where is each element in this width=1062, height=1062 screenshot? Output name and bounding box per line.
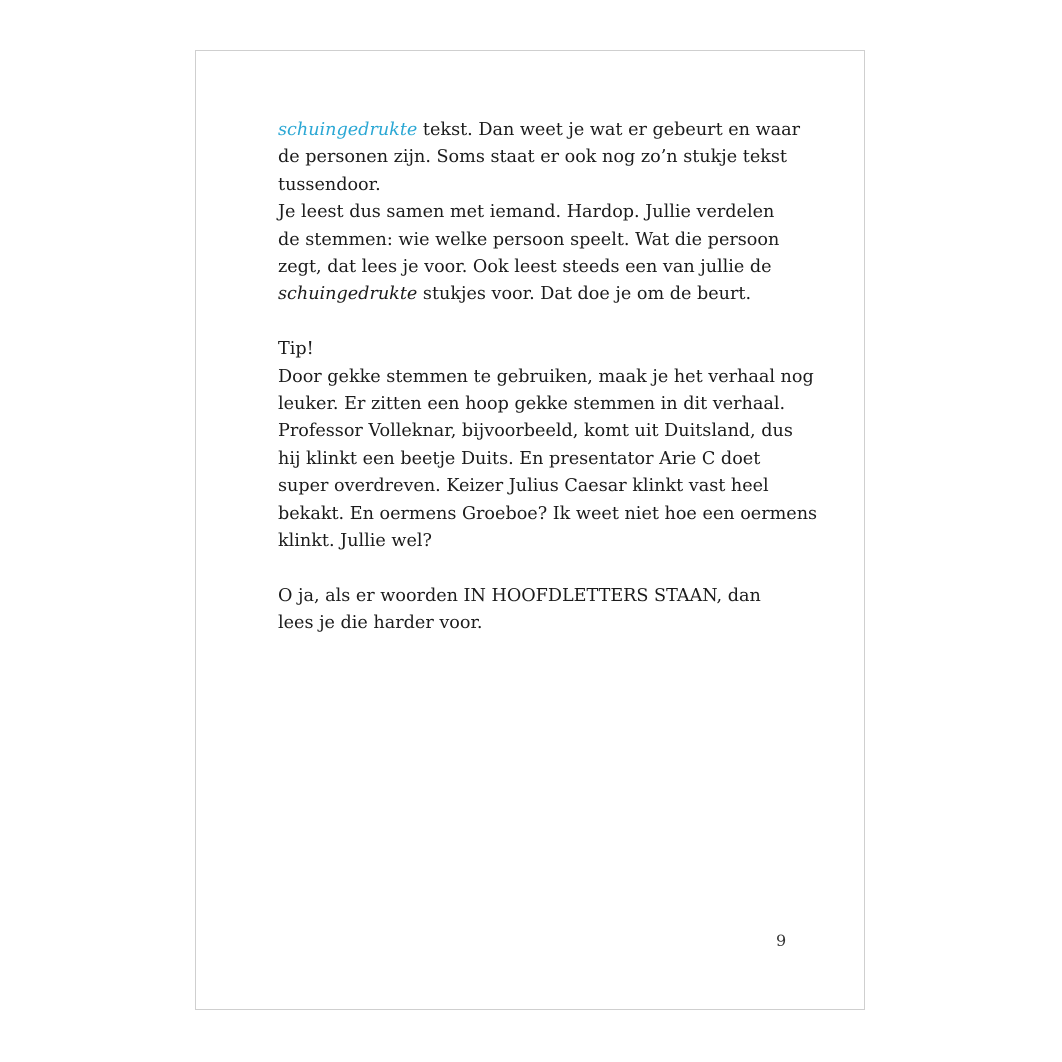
paragraph-2-line-2: de stemmen: wie welke persoon speelt. Wat die persoon — [278, 229, 780, 250]
paragraph-2-line-4-text: stukjes voor. Dat doe je om de beurt. — [417, 284, 752, 305]
tip-line: klinkt. Jullie wel? — [278, 531, 432, 552]
tip-line: bekakt. En oermens Groeboe? Ik weet niet hoe een oermens — [278, 503, 818, 524]
tip-heading: Tip! — [278, 339, 314, 360]
paragraph-gap — [278, 309, 818, 336]
tip-line: leuker. Er zitten een hoop gekke stemmen in dit verhaal. — [278, 394, 786, 415]
paragraph-1-line-3: tussendoor. — [278, 174, 381, 195]
italic-word: schuingedrukte — [278, 284, 418, 305]
paragraph-1-line-1-text: tekst. Dan weet je wat er gebeurt en waar — [417, 120, 801, 140]
tip-line: super overdreven. Keizer Julius Caesar klinkt vast heel — [278, 476, 769, 497]
paragraph-2-line-4 — [278, 281, 818, 308]
highlighted-italic-word: schuingedrukte — [278, 120, 418, 140]
paragraph-gap — [278, 555, 818, 582]
paragraph-2-line-3: zegt, dat lees je voor. Ook leest steeds een van jullie de — [278, 257, 772, 278]
tip-line: Door gekke stemmen te gebruiken, maak je het verhaal nog — [278, 366, 814, 387]
paragraph-2-line-1: Je leest dus samen met iemand. Hardop. Jullie verdelen — [278, 202, 775, 223]
page-number: 9 — [776, 931, 787, 950]
closing-line: O ja, als er woorden IN HOOFDLETTERS STAAN, dan — [278, 585, 761, 606]
tip-line: Professor Volleknar, bijvoorbeeld, komt uit Duitsland, dus — [278, 421, 793, 442]
closing-line: lees je die harder voor. — [278, 613, 483, 634]
page-body-text — [278, 117, 818, 638]
tip-line: hij klinkt een beetje Duits. En presentator Arie C doet — [278, 448, 761, 469]
paragraph-1-line-1 — [278, 117, 818, 144]
paragraph-1-line-2: de personen zijn. Soms staat er ook nog zo’n stukje tekst — [278, 147, 787, 168]
book-page — [195, 50, 865, 1010]
